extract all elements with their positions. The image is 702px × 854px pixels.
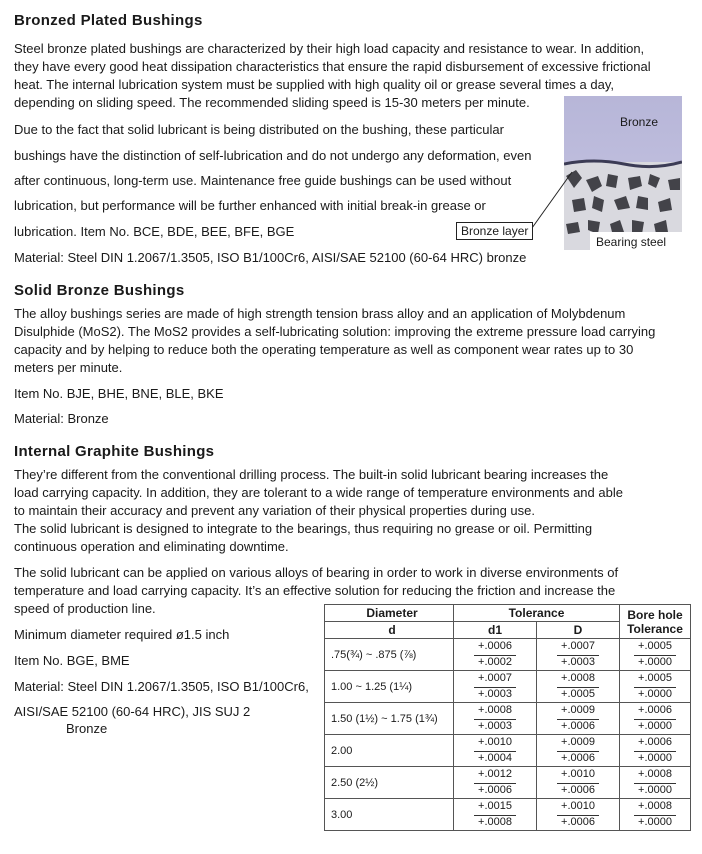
- paragraph-line: to maintain their accuracy and prevent any variation of their physical properties during use.: [14, 503, 536, 518]
- value-lower: +.0006: [561, 751, 595, 764]
- cell-d1: [454, 799, 537, 831]
- paragraph-line: The alloy bushings series are made of high strength tension brass alloy and an application of Molybdenum: [14, 306, 626, 321]
- section-heading-internal-graphite: Internal Graphite Bushings: [14, 443, 215, 460]
- value-lower: +.0005: [561, 687, 595, 700]
- cell-bore: [620, 639, 691, 671]
- table-row: [325, 767, 691, 799]
- cell-diameter: 1.50 (1½) ~ 1.75 (1¾): [325, 703, 454, 735]
- paragraph-line: they have every good heat dissipation characteristics that ensure the rapid disbursement of excessive frictional: [14, 59, 651, 74]
- label-bearing-steel: Bearing steel: [596, 235, 667, 249]
- paragraph-line: bushings have the distinction of self-lubrication and do not undergo any deformation, even: [14, 148, 532, 163]
- value-lower: +.0000: [638, 655, 672, 668]
- header-D: D: [537, 622, 620, 639]
- value-upper: +.0007: [557, 639, 599, 656]
- header-d1: d1: [454, 622, 537, 639]
- value-lower: +.0003: [561, 655, 595, 668]
- value-upper: +.0006: [634, 703, 676, 720]
- material-line: Bronze: [66, 721, 108, 736]
- header-d: d: [325, 622, 454, 639]
- cell-d1: [454, 767, 537, 799]
- paragraph-line: Steel bronze plated bushings are characterized by their high load capacity and resistance to wear. In addition,: [14, 41, 645, 56]
- cell-bore: [620, 799, 691, 831]
- value-upper: +.0010: [474, 735, 516, 752]
- table-row: [325, 799, 691, 831]
- bronze-layer-callout: Bronze layer: [456, 222, 533, 240]
- value-upper: +.0006: [474, 639, 516, 656]
- paragraph-line: heat. The internal lubrication system must be supplied with high quality oil or grease several times a day,: [14, 77, 614, 92]
- paragraph-line: temperature and load carrying capacity. It’s an effective solution for reducing the friction and increase the: [14, 583, 616, 598]
- paragraph-line: Due to the fact that solid lubricant is being distributed on the bushing, these particular: [14, 122, 504, 137]
- value-lower: +.0006: [561, 815, 595, 828]
- table-row: [325, 671, 691, 703]
- value-upper: +.0005: [634, 639, 676, 656]
- cell-diameter: 3.00: [325, 799, 454, 831]
- value-lower: +.0008: [478, 815, 512, 828]
- bushing-micrograph: [564, 96, 682, 250]
- cell-bore: [620, 671, 691, 703]
- tolerance-table: [324, 604, 691, 831]
- value-lower: +.0002: [478, 655, 512, 668]
- header-bore-hole: Bore hole: [627, 607, 683, 622]
- cell-D: [537, 767, 620, 799]
- material-line: Material: Bronze: [14, 411, 109, 426]
- micrograph-image: [564, 96, 682, 250]
- table-row: [325, 639, 691, 671]
- material-line: AISI/SAE 52100 (60-64 HRC), JIS SUJ 2: [14, 704, 251, 719]
- paragraph-line: continuous operation and eliminating downtime.: [14, 539, 289, 554]
- header-bore-tolerance: Tolerance: [627, 621, 683, 636]
- cell-D: [537, 671, 620, 703]
- cell-D: [537, 735, 620, 767]
- value-upper: +.0008: [634, 799, 676, 816]
- header-tolerance: Tolerance: [454, 605, 620, 622]
- paragraph-line: They’re different from the conventional drilling process. The built-in solid lubricant bearing increases the: [14, 467, 609, 482]
- value-lower: +.0003: [478, 719, 512, 732]
- paragraph-line: meters per minute.: [14, 360, 123, 375]
- min-diameter: Minimum diameter required ø1.5 inch: [14, 627, 230, 642]
- cell-d1: [454, 671, 537, 703]
- section-heading-bronzed-plated: Bronzed Plated Bushings: [14, 12, 203, 29]
- paragraph-line: The solid lubricant is designed to integrate to the bearings, thus requiring no grease or oil. Permitting: [14, 521, 593, 536]
- value-upper: +.0008: [634, 767, 676, 784]
- cell-diameter: .75(¾) ~ .875 (⅞): [325, 639, 454, 671]
- value-upper: +.0009: [557, 703, 599, 720]
- value-upper: +.0008: [474, 703, 516, 720]
- cell-diameter: 2.00: [325, 735, 454, 767]
- value-upper: +.0007: [474, 671, 516, 688]
- table-row: [325, 735, 691, 767]
- cell-diameter: 1.00 ~ 1.25 (1¼): [325, 671, 454, 703]
- value-lower: +.0006: [478, 783, 512, 796]
- paragraph-line: lubrication, but performance will be further enhanced with initial break-in grease or: [14, 198, 486, 213]
- value-upper: +.0009: [557, 735, 599, 752]
- header-diameter: Diameter: [325, 605, 454, 622]
- paragraph-line: after continuous, long-term use. Maintenance free guide bushings can be used without: [14, 173, 512, 188]
- value-lower: +.0006: [561, 719, 595, 732]
- value-upper: +.0012: [474, 767, 516, 784]
- cell-bore: [620, 767, 691, 799]
- paragraph-line: speed of production line.: [14, 601, 156, 616]
- value-lower: +.0000: [638, 783, 672, 796]
- section-heading-solid-bronze: Solid Bronze Bushings: [14, 282, 185, 299]
- material-line: Material: Steel DIN 1.2067/1.3505, ISO B1/100Cr6, AISI/SAE 52100 (60-64 HRC) bronze: [14, 250, 527, 265]
- table-row: [325, 703, 691, 735]
- cell-d1: [454, 639, 537, 671]
- cell-diameter: 2.50 (2½): [325, 767, 454, 799]
- value-upper: +.0006: [634, 735, 676, 752]
- cell-d1: [454, 703, 537, 735]
- callout-leader-line: [530, 168, 574, 230]
- value-upper: +.0010: [557, 799, 599, 816]
- cell-D: [537, 799, 620, 831]
- value-upper: +.0005: [634, 671, 676, 688]
- header-bore-hole-tolerance: [620, 605, 691, 639]
- cell-D: [537, 639, 620, 671]
- value-lower: +.0003: [478, 687, 512, 700]
- item-numbers: Item No. BJE, BHE, BNE, BLE, BKE: [14, 386, 224, 401]
- paragraph-line: capacity and by helping to reduce both the operating temperature as well as component wear rates up to 30: [14, 342, 634, 357]
- value-lower: +.0000: [638, 751, 672, 764]
- cell-d1: [454, 735, 537, 767]
- value-lower: +.0000: [638, 719, 672, 732]
- value-upper: +.0008: [557, 671, 599, 688]
- value-upper: +.0010: [557, 767, 599, 784]
- item-numbers: lubrication. Item No. BCE, BDE, BEE, BFE, BGE: [14, 224, 295, 239]
- paragraph-line: load carrying capacity. In addition, they are tolerant to a wide range of temperature environments and able: [14, 485, 623, 500]
- value-lower: +.0000: [638, 687, 672, 700]
- cell-bore: [620, 703, 691, 735]
- value-upper: +.0015: [474, 799, 516, 816]
- paragraph-line: depending on sliding speed. The recommended sliding speed is 15-30 meters per minute.: [14, 95, 530, 110]
- value-lower: +.0000: [638, 815, 672, 828]
- cell-bore: [620, 735, 691, 767]
- paragraph-line: The solid lubricant can be applied on various alloys of bearing in order to work in diverse environments of: [14, 565, 619, 580]
- material-line: Material: Steel DIN 1.2067/1.3505, ISO B1/100Cr6,: [14, 679, 309, 694]
- cell-D: [537, 703, 620, 735]
- item-numbers: Item No. BGE, BME: [14, 653, 130, 668]
- value-lower: +.0006: [561, 783, 595, 796]
- label-bronze: Bronze: [620, 115, 659, 129]
- value-lower: +.0004: [478, 751, 512, 764]
- paragraph-line: Disulphide (MoS2). The MoS2 provides a self-lubricating solution: improving the extreme pressure load carrying: [14, 324, 656, 339]
